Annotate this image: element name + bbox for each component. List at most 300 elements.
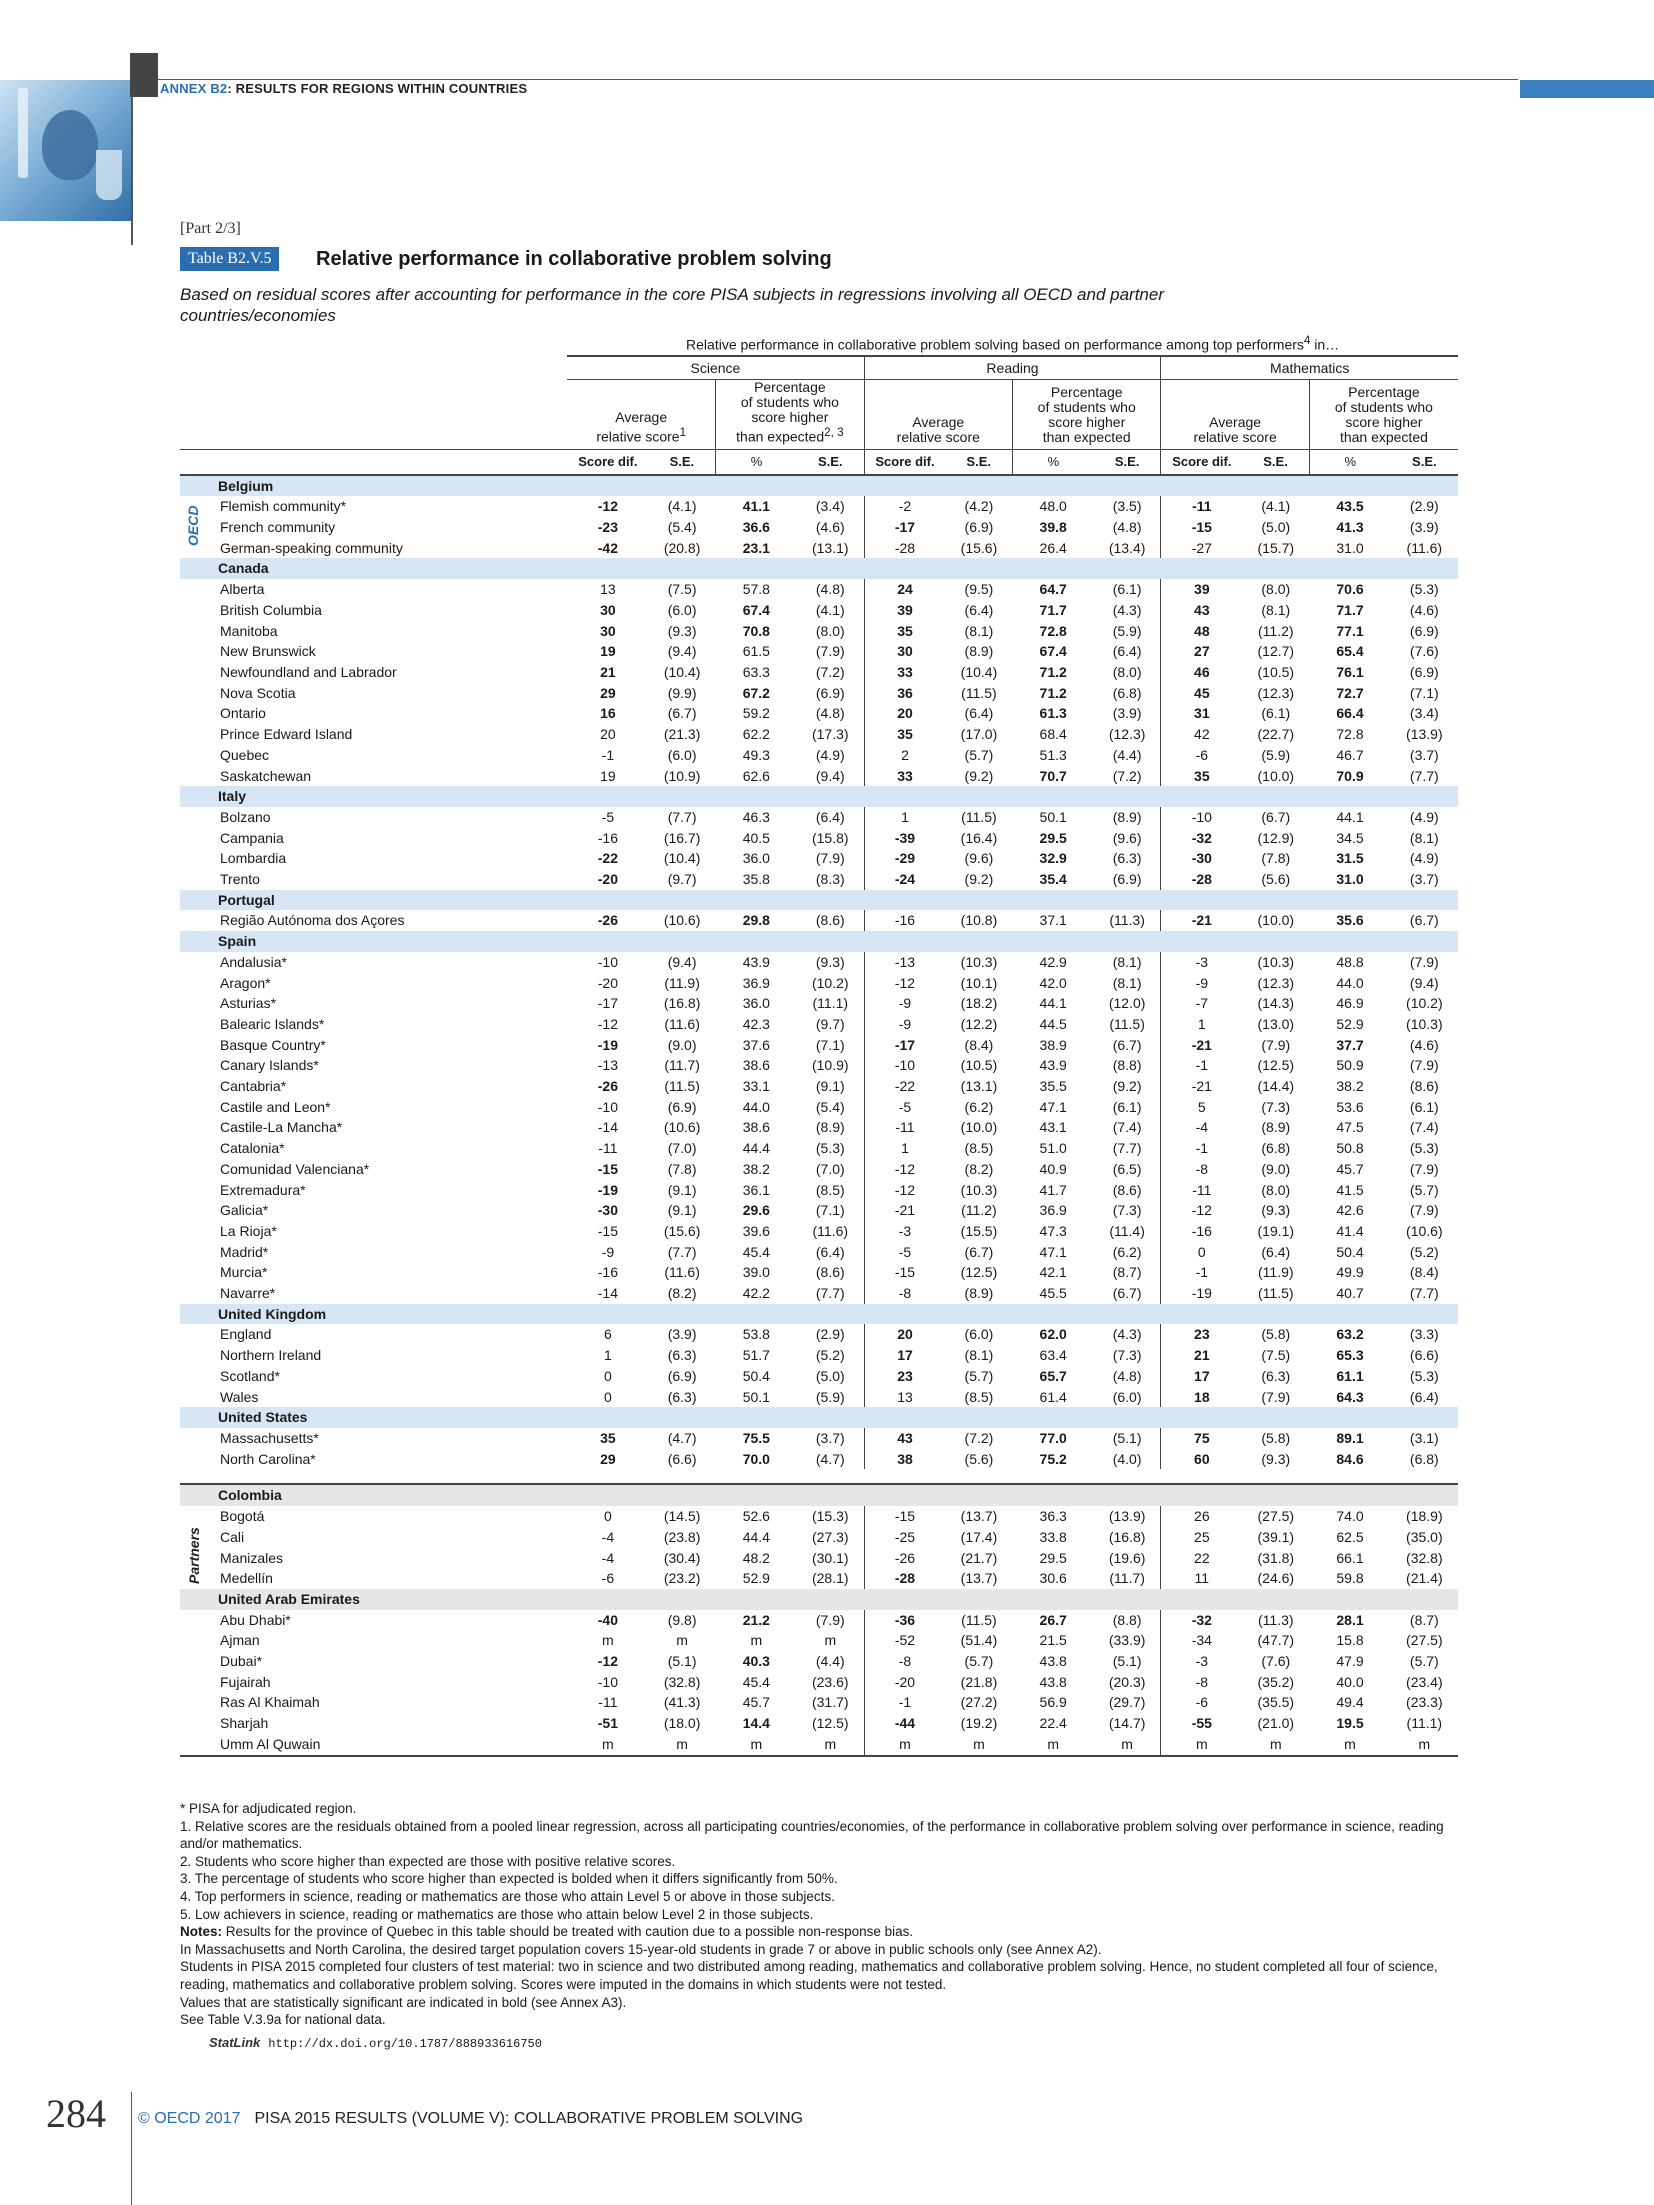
value-cell: -22 [894, 1078, 916, 1095]
value-cell: 33.1 [742, 1078, 770, 1095]
table-row [180, 1221, 1458, 1242]
se-cell: (7.3) [1094, 1200, 1161, 1221]
value-cell: 0 [603, 1367, 612, 1384]
value-cell: 61.3 [1039, 705, 1067, 722]
table-row [180, 683, 1458, 704]
region-name: Galicia* [220, 1202, 269, 1219]
value-cell: -30 [597, 1202, 618, 1219]
group-row [180, 786, 1458, 807]
se-cell: (9.5) [964, 581, 994, 598]
table-row [180, 600, 1458, 621]
statlink[interactable]: StatLink http://dx.doi.org/10.1787/888933616750 [209, 2035, 542, 2051]
header-rule [158, 79, 1518, 80]
region-name: Canary Islands* [220, 1057, 319, 1074]
region-name: Lombardia [220, 850, 287, 867]
se-cell: (7.3) [1261, 1098, 1291, 1115]
value-cell: 36.0 [742, 995, 770, 1012]
value-cell: 21 [600, 663, 616, 680]
se-cell: (3.7) [1409, 746, 1439, 763]
value-cell: -12 [597, 498, 618, 515]
se-cell: (4.2) [964, 498, 994, 515]
value-cell: 71.2 [1039, 663, 1067, 680]
se-cell: (3.4) [1409, 705, 1439, 722]
se-cell: (13.7) [960, 1570, 998, 1587]
value-cell: 45.5 [1039, 1285, 1067, 1302]
table-row [180, 1159, 1458, 1180]
se-cell: (21.0) [1257, 1715, 1295, 1732]
se-cell: (8.2) [964, 1160, 994, 1177]
value-cell: 35.8 [742, 871, 770, 888]
se-cell: (11.5) [1258, 1285, 1294, 1302]
footnotes [180, 1800, 1460, 2029]
value-cell: 52.9 [742, 1570, 770, 1587]
value-cell: -32 [1191, 1611, 1212, 1628]
value-cell: -21 [894, 1202, 916, 1219]
value-cell: 25 [1194, 1528, 1210, 1545]
se-cell: (8.5) [964, 1388, 994, 1405]
partners-side-label: Partners [186, 1527, 202, 1585]
se-cell: (13.4) [1094, 538, 1161, 559]
se-cell: (6.9) [1094, 869, 1161, 890]
se-cell: (7.2) [797, 662, 864, 683]
footer-rule [131, 2092, 132, 2205]
se-cell: (8.9) [1094, 807, 1161, 828]
group-label: United Arab Emirates [180, 1589, 567, 1610]
footnote: 1. Relative scores are the residuals obtained from a pooled linear regression, across all participating countries/economies, of the performance in collaborative problem solving over performance in science, reading and/or mathematics. [180, 1818, 1444, 1852]
value-cell: 50.9 [1336, 1057, 1364, 1074]
se-cell: (6.1) [1261, 705, 1291, 722]
se-cell: (4.3) [1094, 600, 1161, 621]
se-cell: (7.6) [1409, 643, 1439, 660]
value-cell: -3 [1195, 953, 1209, 970]
se-cell: (4.4) [797, 1651, 864, 1672]
region-name: England [220, 1326, 272, 1343]
region-name: Nova Scotia [220, 684, 296, 701]
se-cell: (8.7) [1094, 1262, 1161, 1283]
se-cell: (7.9) [1409, 1160, 1439, 1177]
se-cell: (7.1) [797, 1200, 864, 1221]
se-cell: (6.9) [1409, 663, 1439, 680]
se-cell: (10.4) [960, 663, 998, 680]
value-cell: 46.3 [742, 808, 770, 825]
se-cell: (17.3) [797, 724, 864, 745]
value-cell: 47.3 [1039, 1222, 1067, 1239]
value-cell: -12 [1191, 1202, 1212, 1219]
value-cell: 43.9 [742, 953, 770, 970]
se-cell: (9.6) [1094, 828, 1161, 849]
value-cell: -32 [1191, 829, 1212, 846]
se-cell: (13.9) [1094, 1506, 1161, 1527]
region-name: La Rioja* [220, 1222, 277, 1239]
value-cell: 31.0 [1336, 539, 1364, 556]
se-cell: (8.4) [964, 1036, 994, 1053]
se-cell: (7.9) [1409, 953, 1439, 970]
region-name: Scotland* [220, 1367, 280, 1384]
value-cell: -17 [894, 1036, 916, 1053]
value-cell: -16 [894, 912, 916, 929]
se-cell: (11.6) [664, 1015, 700, 1032]
se-cell: (11.3) [1094, 910, 1161, 931]
se-cell: (11.6) [1406, 539, 1443, 556]
value-cell: 62.0 [1039, 1326, 1067, 1343]
value-cell: 39.6 [742, 1222, 770, 1239]
se-cell: (9.4) [667, 643, 697, 660]
value-cell: 50.4 [742, 1367, 770, 1384]
table-row [180, 1713, 1458, 1734]
se-cell: (9.2) [964, 871, 994, 888]
pct-unit: % [716, 449, 797, 475]
value-cell: 47.1 [1039, 1098, 1067, 1115]
table-row [180, 1262, 1458, 1283]
se-cell: (9.1) [667, 1181, 697, 1198]
se-cell: (3.4) [797, 496, 864, 517]
pct-unit: % [1013, 449, 1094, 475]
se-cell: (9.4) [1409, 974, 1439, 991]
se-cell: (4.9) [1409, 850, 1439, 867]
se-cell: (14.7) [1094, 1713, 1161, 1734]
se-cell: m [676, 1632, 688, 1649]
group-row [180, 1589, 1458, 1610]
region-name: Castile-La Mancha* [220, 1119, 343, 1136]
se-cell: (11.6) [797, 1221, 864, 1242]
value-cell: 29.5 [1039, 1549, 1067, 1566]
table-row [180, 1055, 1458, 1076]
se-cell: (10.6) [663, 912, 701, 929]
value-cell: 36.6 [742, 519, 770, 536]
value-cell: -1 [1195, 1140, 1209, 1157]
value-cell: -42 [597, 539, 618, 556]
value-cell: 15.8 [1336, 1632, 1364, 1649]
value-cell: -1 [601, 746, 615, 763]
group-label: United Kingdom [180, 1304, 567, 1325]
se-cell: (3.9) [1409, 519, 1439, 536]
value-cell: 56.9 [1039, 1694, 1067, 1711]
se-cell: (4.4) [1094, 745, 1161, 766]
value-cell: -15 [597, 1222, 618, 1239]
oecd-side-label: OECD [185, 505, 201, 547]
se-cell: m [797, 1734, 864, 1756]
se-cell: (4.1) [667, 498, 697, 515]
se-cell: (5.9) [797, 1387, 864, 1408]
value-cell: 21.2 [742, 1611, 770, 1628]
value-cell: -40 [597, 1611, 618, 1628]
se-cell: (11.5) [961, 1611, 997, 1628]
value-cell: 49.4 [1336, 1694, 1364, 1711]
se-cell: (23.3) [1406, 1694, 1443, 1711]
se-cell: (11.5) [961, 684, 997, 701]
se-cell: (21.4) [1406, 1570, 1443, 1587]
table-row [180, 579, 1458, 600]
se-cell: (8.5) [797, 1180, 864, 1201]
se-cell: (18.2) [960, 995, 998, 1012]
se-cell: (9.2) [964, 767, 994, 784]
value-cell: 71.2 [1039, 684, 1067, 701]
value-cell: -21 [1191, 1036, 1212, 1053]
se-cell: (35.2) [1257, 1673, 1295, 1690]
se-cell: (9.7) [667, 871, 697, 888]
value-cell: 44.4 [742, 1140, 770, 1157]
se-unit: S.E. [945, 449, 1012, 475]
se-cell: (7.4) [1409, 1119, 1439, 1136]
se-cell: (23.2) [663, 1570, 701, 1587]
value-cell: 41.1 [742, 498, 770, 515]
se-cell: (10.3) [1257, 953, 1295, 970]
value-cell: -12 [894, 1181, 916, 1198]
value-cell: 1 [1197, 1015, 1206, 1032]
value-cell: 31.5 [1336, 850, 1364, 867]
se-cell: (6.3) [667, 1388, 697, 1405]
value-cell: -6 [1195, 746, 1209, 763]
value-cell: 33 [897, 767, 913, 784]
se-cell: (41.3) [663, 1694, 701, 1711]
value-cell: 36 [897, 684, 913, 701]
table-row [180, 1692, 1458, 1713]
value-cell: 77.1 [1336, 622, 1364, 639]
value-cell: 36.9 [742, 974, 770, 991]
value-cell: 47.5 [1336, 1119, 1364, 1136]
se-cell: (6.4) [1261, 1243, 1291, 1260]
table-row [180, 828, 1458, 849]
se-cell: (11.9) [1258, 1264, 1294, 1281]
value-cell: -11 [598, 1694, 618, 1711]
value-cell: 70.8 [742, 622, 770, 639]
se-cell: (8.9) [964, 1285, 994, 1302]
se-cell: (8.1) [1094, 973, 1161, 994]
value-cell: -11 [1192, 1181, 1212, 1198]
value-cell: m [1309, 1734, 1390, 1756]
se-cell: (30.1) [797, 1548, 864, 1569]
value-cell: -14 [597, 1119, 618, 1136]
se-cell: (5.7) [1409, 1653, 1439, 1670]
value-cell: 38 [897, 1450, 913, 1467]
value-cell: 43 [1194, 601, 1210, 618]
value-cell: 72.7 [1336, 684, 1364, 701]
value-cell: -36 [894, 1611, 916, 1628]
se-cell: (7.1) [797, 1035, 864, 1056]
region-name: New Brunswick [220, 643, 316, 660]
table-row [180, 538, 1458, 559]
value-cell: 61.5 [742, 643, 770, 660]
se-cell: (9.1) [667, 1202, 697, 1219]
se-cell: (10.0) [960, 1119, 998, 1136]
se-cell: (21.3) [663, 726, 701, 743]
se-cell: (7.7) [1409, 1285, 1439, 1302]
value-cell: m [864, 1734, 945, 1756]
value-cell: -1 [1195, 1057, 1209, 1074]
value-cell: -44 [894, 1715, 916, 1732]
value-cell: -26 [894, 1549, 916, 1566]
value-cell: 42.1 [1039, 1264, 1067, 1281]
se-unit: S.E. [1242, 449, 1309, 475]
region-name: French community [220, 519, 336, 536]
value-cell: -19 [1191, 1285, 1212, 1302]
science-header: Science [567, 356, 864, 380]
notes-block: Notes: Results for the province of Quebec in this table should be treated with caution due to a possible non-response bias. [180, 1924, 914, 1940]
value-cell: -4 [601, 1549, 615, 1566]
value-cell: 66.1 [1336, 1549, 1364, 1566]
value-cell: -6 [601, 1570, 615, 1587]
note-line: In Massachusetts and North Carolina, the desired target population covers 15-year-old students in grade 7 or above in public schools only (see Annex A2). [180, 1941, 1102, 1957]
se-cell: (8.1) [1094, 952, 1161, 973]
se-cell: (7.9) [797, 1610, 864, 1631]
se-cell: (7.6) [1261, 1653, 1291, 1670]
value-cell: 35.6 [1336, 912, 1364, 929]
se-cell: (5.7) [964, 1367, 994, 1384]
region-name: Comunidad Valenciana* [220, 1160, 370, 1177]
value-cell: 48.8 [1336, 953, 1364, 970]
region-name: Cantabria* [220, 1078, 287, 1095]
page-number: 284 [46, 2091, 106, 2136]
se-cell: (7.1) [1409, 684, 1439, 701]
value-cell: -5 [601, 808, 615, 825]
value-cell: 21.5 [1039, 1632, 1067, 1649]
group-row [180, 1484, 1458, 1506]
se-cell: (7.7) [667, 1243, 697, 1260]
value-cell: 74.0 [1336, 1508, 1364, 1525]
se-cell: (9.1) [797, 1076, 864, 1097]
value-cell: 44.1 [1336, 808, 1364, 825]
value-cell: 48.2 [742, 1549, 770, 1566]
value-cell: -9 [898, 995, 912, 1012]
se-cell: (5.1) [1094, 1428, 1161, 1449]
se-cell: (8.6) [797, 1262, 864, 1283]
se-cell: (7.5) [667, 581, 697, 598]
value-cell: 16 [600, 705, 616, 722]
top-header: Relative performance in collaborative problem solving based on performance among top performers$^4$ in… [567, 331, 1458, 356]
se-cell: (32.8) [663, 1673, 701, 1690]
value-cell: -12 [597, 1015, 618, 1032]
se-cell: (12.5) [797, 1713, 864, 1734]
se-cell: (7.2) [1094, 766, 1161, 787]
value-cell: 62.2 [742, 726, 770, 743]
se-cell: (5.1) [1094, 1651, 1161, 1672]
value-cell: 21 [1194, 1347, 1210, 1364]
value-cell: -29 [894, 850, 916, 867]
region-name: North Carolina* [220, 1450, 316, 1467]
region-name: German-speaking community [220, 539, 403, 556]
note-line: Students in PISA 2015 completed four clusters of test material: two in science and two distributed among reading, mathematics and collaborative problem solving. Hence, no student completed all four of science, reading, mathematics and collaborative problem solving. Scores were imputed in the domains in which students were not tested. [180, 1959, 1438, 1992]
se-cell: (47.7) [1257, 1632, 1295, 1649]
se-cell: (19.2) [960, 1715, 998, 1732]
region-name: Região Autónoma dos Açores [220, 912, 405, 929]
value-cell: 23.1 [742, 539, 770, 556]
value-cell: 0 [603, 1508, 612, 1525]
se-cell: (51.4) [960, 1632, 998, 1649]
table-row [180, 1506, 1458, 1527]
footnote: * PISA for adjudicated region. [180, 1801, 357, 1816]
se-cell: (5.1) [667, 1653, 697, 1670]
se-cell: (16.7) [663, 829, 701, 846]
table-row [180, 1387, 1458, 1408]
value-cell: 50.1 [1039, 808, 1067, 825]
value-cell: 33.8 [1039, 1528, 1067, 1545]
score-dif-unit: Score dif. [567, 449, 648, 475]
value-cell: 17 [1194, 1367, 1210, 1384]
se-cell: (12.3) [1094, 724, 1161, 745]
se-cell: (16.8) [663, 995, 701, 1012]
value-cell: 27 [1194, 643, 1210, 660]
region-name: Ajman [220, 1632, 260, 1649]
value-cell: -39 [894, 829, 916, 846]
se-cell: (5.3) [1409, 1367, 1439, 1384]
table-row [180, 1548, 1458, 1569]
se-cell: (5.0) [797, 1366, 864, 1387]
value-cell: -28 [894, 1570, 916, 1587]
table-row [180, 1200, 1458, 1221]
se-cell: (8.5) [964, 1140, 994, 1157]
se-unit: S.E. [1391, 449, 1458, 475]
value-cell: -4 [601, 1528, 615, 1545]
value-cell: 46 [1194, 663, 1210, 680]
value-cell: m [602, 1632, 614, 1649]
value-cell: 31.0 [1336, 871, 1364, 888]
se-cell: (6.2) [964, 1098, 994, 1115]
value-cell: 51.7 [742, 1347, 770, 1364]
se-cell: (14.4) [1257, 1078, 1295, 1095]
value-cell: -16 [597, 1264, 618, 1281]
se-cell: (4.6) [1409, 601, 1439, 618]
table-row [180, 703, 1458, 724]
value-cell: 24 [897, 581, 913, 598]
se-cell: (6.9) [964, 519, 994, 536]
se-cell: (6.4) [797, 807, 864, 828]
se-cell: (3.7) [1409, 871, 1439, 888]
se-cell: (16.4) [960, 829, 998, 846]
score-dif-unit: Score dif. [864, 449, 945, 475]
region-name: Abu Dhabi* [220, 1611, 291, 1628]
value-cell: -28 [894, 539, 916, 556]
value-cell: 50.8 [1336, 1140, 1364, 1157]
region-name: Umm Al Quwain [180, 1734, 567, 1756]
value-cell: 45.7 [742, 1694, 770, 1711]
value-cell: 42.2 [742, 1285, 770, 1302]
se-cell: (6.7) [964, 1243, 994, 1260]
value-cell: 26.4 [1039, 539, 1067, 556]
se-cell: (12.0) [1094, 993, 1161, 1014]
region-name: Bolzano [220, 808, 271, 825]
se-cell: (10.9) [797, 1055, 864, 1076]
se-cell: (28.1) [797, 1568, 864, 1589]
value-cell: 70.7 [1039, 767, 1067, 784]
se-cell: (13.7) [960, 1508, 998, 1525]
value-cell: -55 [1191, 1715, 1212, 1732]
table-row [180, 641, 1458, 662]
value-cell: -34 [1191, 1632, 1212, 1649]
value-cell: 39 [1194, 581, 1210, 598]
se-cell: (4.0) [1094, 1449, 1161, 1470]
table-row [180, 662, 1458, 683]
value-cell: 63.3 [742, 663, 770, 680]
table-row [180, 910, 1458, 931]
table-id-badge: Table B2.V.5 [180, 247, 279, 271]
se-cell: (11.5) [664, 1078, 700, 1095]
se-cell: (6.4) [1409, 1388, 1439, 1405]
se-cell: (5.7) [964, 746, 994, 763]
value-cell: -27 [1191, 539, 1212, 556]
value-cell: m [1013, 1734, 1094, 1756]
se-cell: (15.7) [1257, 539, 1295, 556]
value-cell: -1 [1195, 1264, 1209, 1281]
value-cell: -11 [1192, 498, 1212, 515]
se-cell: (9.4) [797, 766, 864, 787]
value-cell: 20 [897, 705, 913, 722]
se-cell: (9.6) [964, 850, 994, 867]
value-cell: -12 [894, 1160, 916, 1177]
table-row [180, 1734, 1458, 1756]
se-cell: (13.1) [797, 538, 864, 559]
se-cell: (4.6) [797, 517, 864, 538]
region-name: Basque Country* [220, 1036, 326, 1053]
